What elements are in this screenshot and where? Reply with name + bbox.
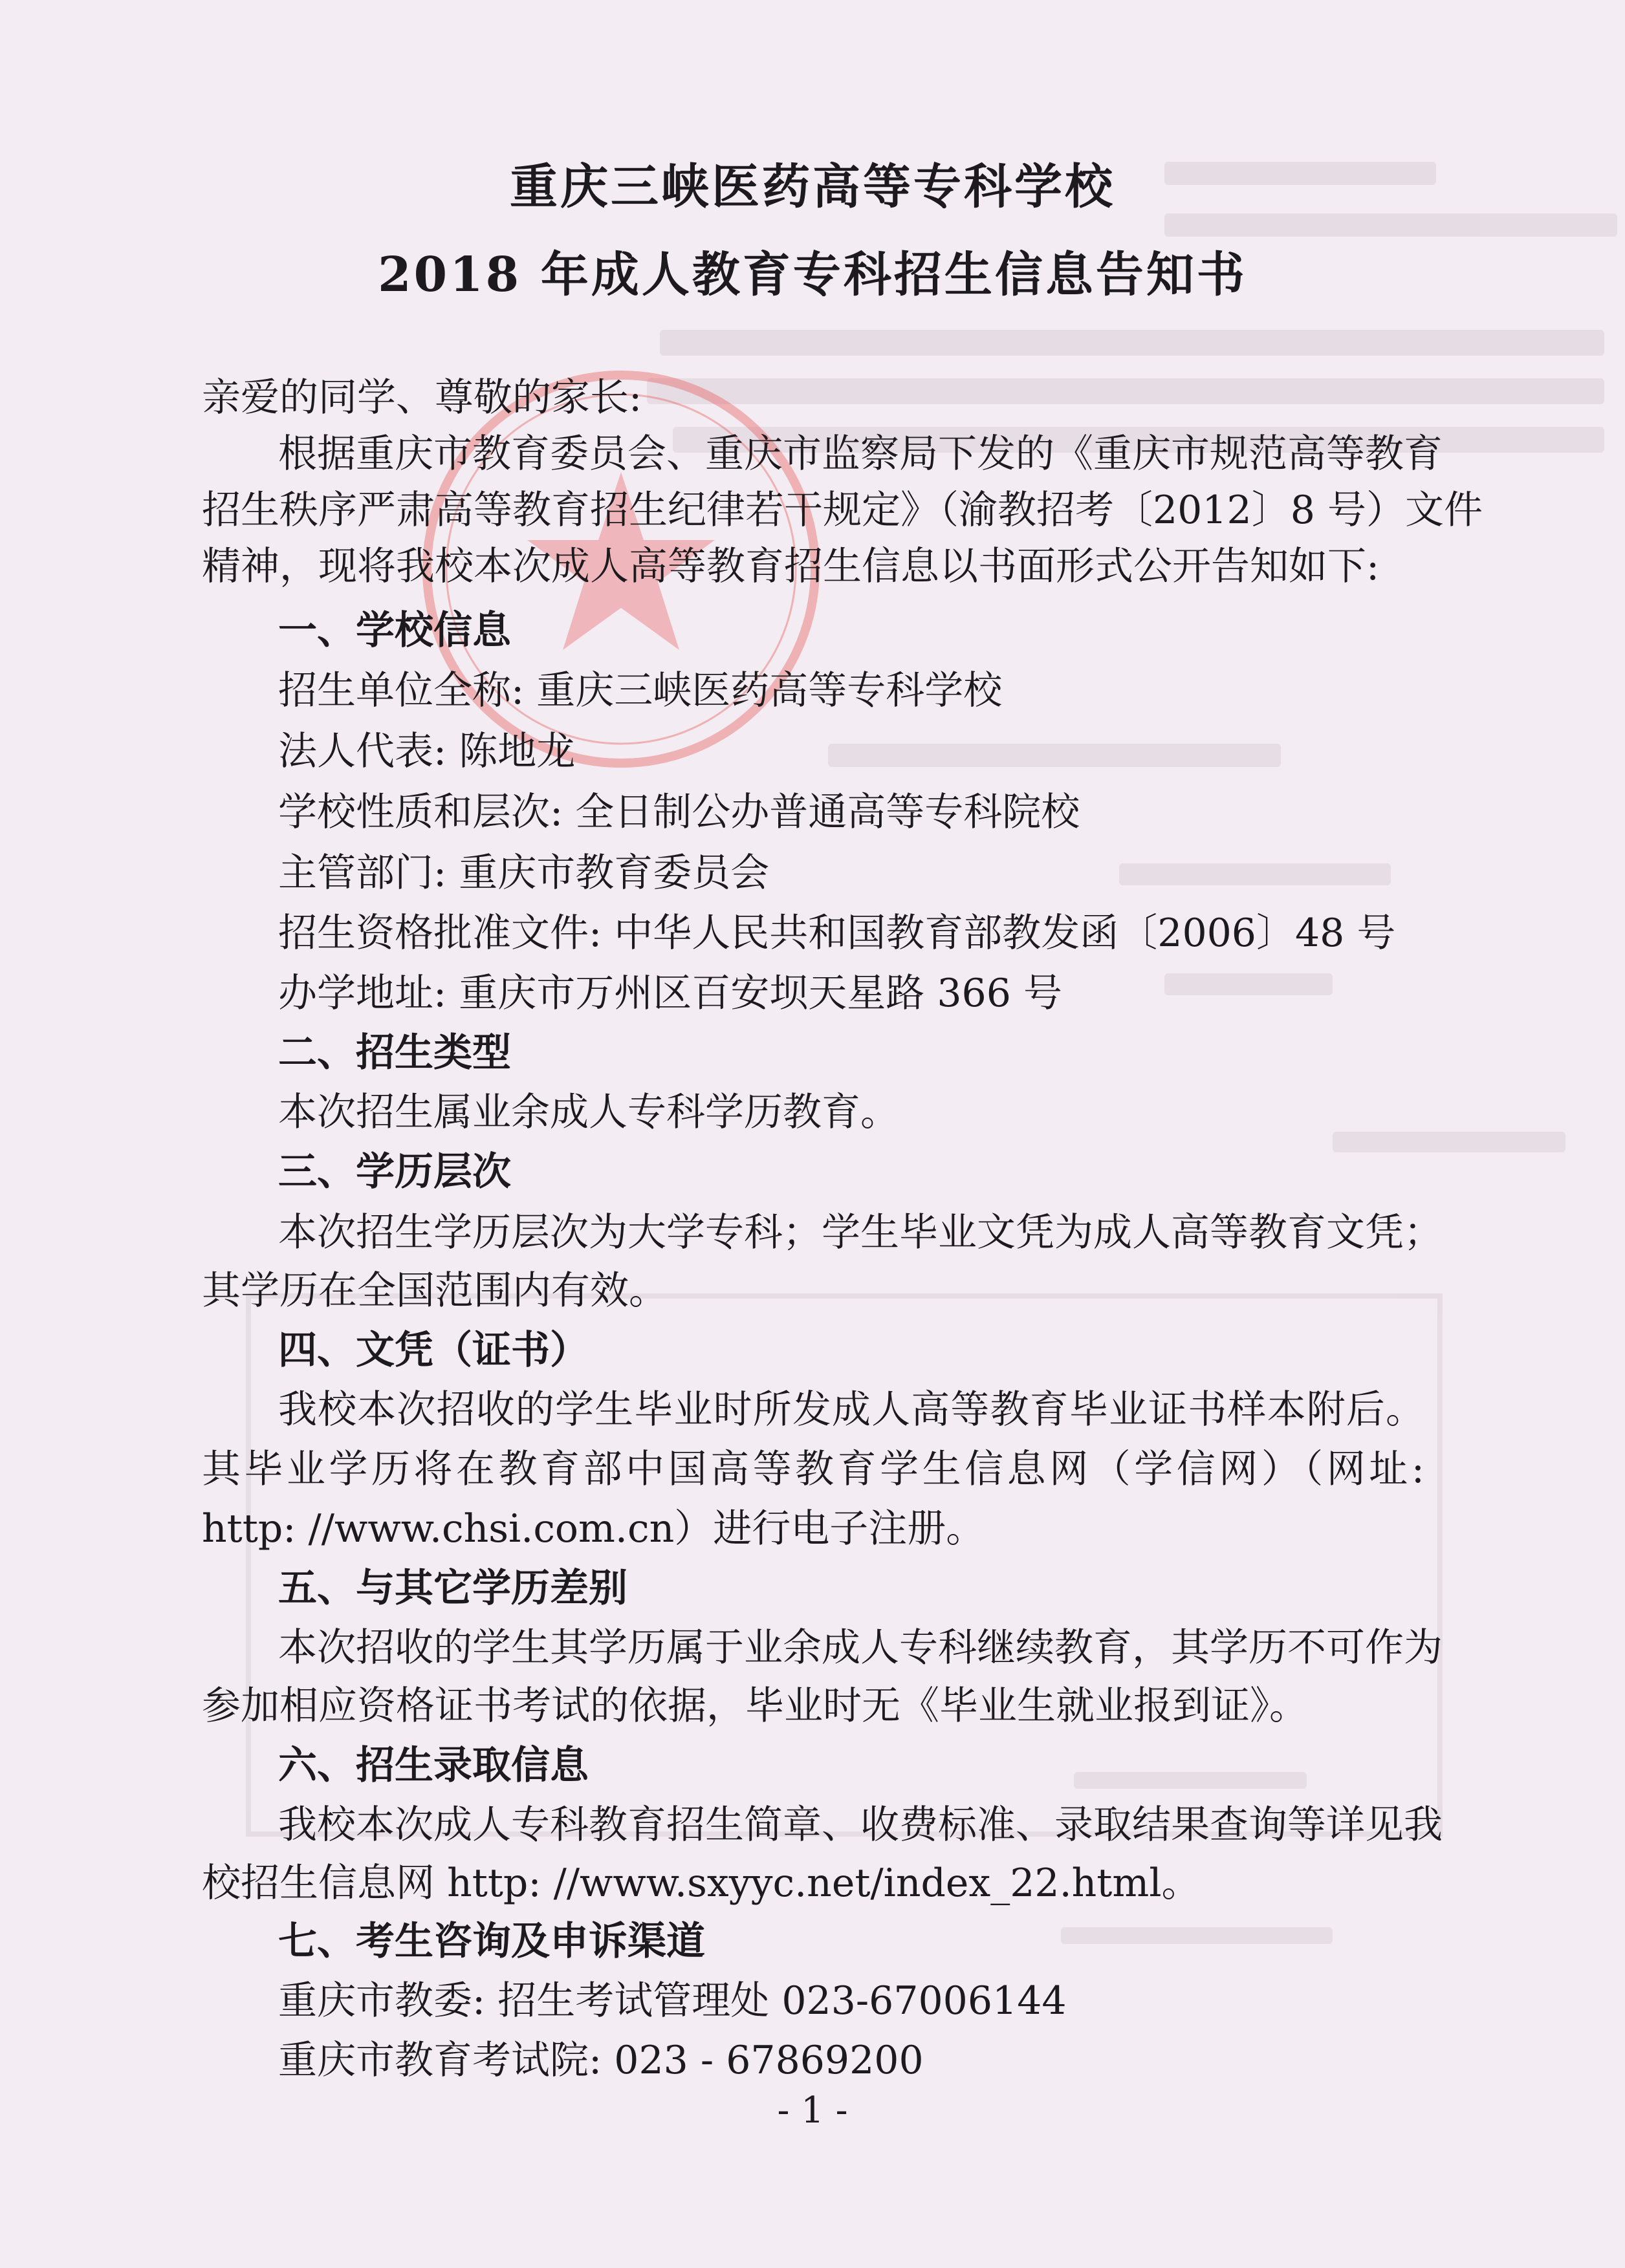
page-number: - 1 -	[777, 2090, 848, 2132]
section-heading-diploma: 四、文凭（证书）	[278, 1328, 589, 1373]
section-text: 本次招生学历层次为大学专科；学生毕业文凭为成人高等教育文凭；	[278, 1210, 1443, 1255]
section-text: http: //www.chsi.com.cn）进行电子注册。	[202, 1506, 985, 1551]
section-heading-enrollment-type: 二、招生类型	[278, 1030, 511, 1075]
governing-department: 主管部门: 重庆市教育委员会	[278, 850, 770, 896]
greeting: 亲爱的同学、尊敬的家长:	[202, 375, 642, 420]
intro-line: 招生秩序严肃高等教育招生纪律若干规定》（渝教招考〔2012〕8 号）文件	[202, 488, 1483, 533]
section-heading-consultation: 七、考生咨询及申诉渠道	[278, 1919, 705, 1964]
section-text: 本次招生属业余成人专科学历教育。	[278, 1090, 899, 1135]
section-text: 我校本次招收的学生毕业时所发成人高等教育毕业证书样本附后。	[278, 1387, 1424, 1432]
section-text: 其学历在全国范围内有效。	[202, 1268, 668, 1313]
legal-representative: 法人代表: 陈地龙	[278, 729, 576, 774]
intro-line: 精神，现将我校本次成人高等教育招生信息以书面形式公开告知如下:	[202, 544, 1380, 589]
document-title-line2: 2018 年成人教育专科招生信息告知书	[378, 247, 1247, 303]
section-text: 参加相应资格证书考试的依据，毕业时无《毕业生就业报到证》。	[202, 1683, 1308, 1729]
approval-document: 招生资格批准文件: 中华人民共和国教育部教发函〔2006〕48 号	[278, 911, 1396, 956]
section-text: 其毕业学历将在教育部中国高等教育学生信息网（学信网）（网址:	[202, 1447, 1424, 1492]
section-text: 本次招收的学生其学历属于业余成人专科继续教育，其学历不可作为	[278, 1625, 1443, 1670]
section-text: 校招生信息网 http: //www.sxyyc.net/index_22.html。	[202, 1861, 1201, 1906]
school-address: 办学地址: 重庆市万州区百安坝天星路 366 号	[278, 971, 1062, 1016]
school-type: 学校性质和层次: 全日制公办普通高等专科院校	[278, 790, 1080, 835]
section-heading-admission-info: 六、招生录取信息	[278, 1743, 589, 1788]
section-heading-education-level: 三、学历层次	[278, 1149, 511, 1194]
section-heading-differences: 五、与其它学历差别	[278, 1566, 627, 1611]
section-text: 我校本次成人专科教育招生简章、收费标准、录取结果查询等详见我	[278, 1802, 1443, 1848]
document-title-line1: 重庆三峡医药高等专科学校	[510, 159, 1115, 215]
contact-education-commission: 重庆市教委: 招生考试管理处 023-67006144	[278, 1978, 1067, 2024]
school-full-name: 招生单位全称: 重庆三峡医药高等专科学校	[278, 668, 1003, 713]
section-heading-school-info: 一、学校信息	[278, 608, 511, 653]
intro-line: 根据重庆市教育委员会、重庆市监察局下发的《重庆市规范高等教育	[278, 431, 1443, 477]
contact-exam-authority: 重庆市教育考试院: 023 - 67869200	[278, 2038, 924, 2083]
